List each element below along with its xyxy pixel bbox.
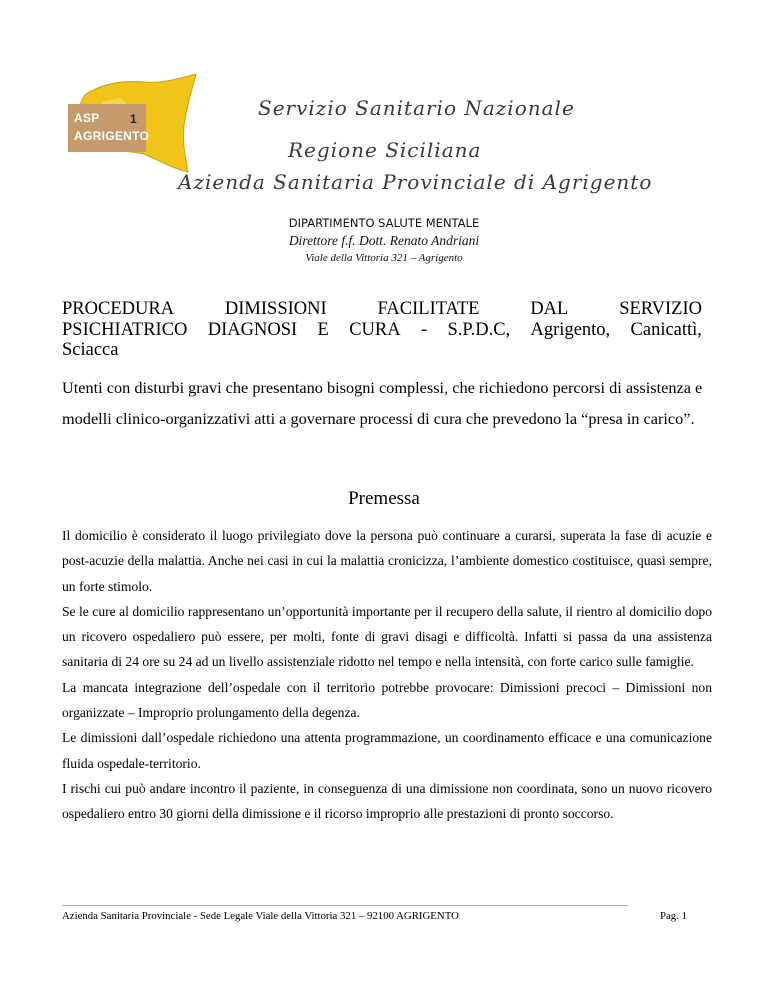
title-word: S.P.D.C, — [447, 319, 511, 340]
paragraph: I rischi cui può andare incontro il paziente, in conseguenza di una dimissione non coordinata, sono un nuovo ricovero ospedaliero entro 30 giorni della dimissione e il ricorso improprio alle prestazioni di pronto soccorso. — [62, 780, 712, 822]
logo-district-number: 1 — [130, 112, 137, 126]
title-word: Agrigento, — [530, 319, 611, 340]
footer-divider — [62, 905, 628, 906]
title-word: PROCEDURA — [62, 299, 175, 319]
director-line: Direttore f.f. Dott. Renato Andriani — [288, 233, 480, 248]
title-word: - — [420, 319, 428, 340]
paragraph: Il domicilio è considerato il luogo privilegiato dove la persona può continuare a curarsi, superata la fase di acuzie e post-acuzie della malattia. Anche nei casi in cui la malattia cronicizza, l’ambiente domestico costituisce, quasi sempre, un forte stimolo. — [62, 528, 712, 594]
title-word: Canicattì, — [630, 319, 702, 340]
document-subtitle: Utenti con disturbi gravi che presentano bisogni complessi, che richiedono percorsi di assistenza e modelli clinico-organizzativi atti a governare processi di cura che prevedono la “presa in carico”. — [62, 378, 703, 428]
paragraph: La mancata integrazione dell’ospedale con il territorio potrebbe provocare: Dimissioni precoci – Dimissioni non organizzate – Improprio prolungamento della degenza. — [62, 679, 712, 721]
logo-text-agrigento: AGRIGENTO — [74, 129, 150, 143]
title-line-3: Sciacca — [62, 340, 119, 360]
heading-regione: Regione Siciliana — [288, 138, 482, 162]
department-name: DIPARTIMENTO SALUTE MENTALE — [288, 216, 480, 230]
paragraph: Se le cure al domicilio rappresentano un’opportunità importante per il recupero della salute, il rientro al domicilio dopo un ricovero ospedaliero può essere, per molti, fonte di gravi disagi e difficoltà. Infatti si passa da una assistenza sanitaria di 24 ore su 24 ad un livello assistenziale ridotto nel tempo e nella intensità, con forte carico sulle famiglie. — [62, 603, 712, 670]
footer-legal-address: Azienda Sanitaria Provinciale - Sede Legale Viale della Vittoria 321 – 92100 AGRIGENTO — [62, 910, 459, 922]
title-word: FACILITATE — [377, 299, 480, 319]
paragraph: Le dimissioni dall’ospedale richiedono una attenta programmazione, un coordinamento efficace e una comunicazione fluida ospedale-territorio. — [62, 730, 712, 771]
asp-agrigento-logo — [62, 68, 202, 180]
heading-servizio-sanitario: Servizio Sanitario Nazionale — [258, 96, 575, 120]
title-word: PSICHIATRICO — [62, 319, 188, 340]
title-word: E — [317, 319, 329, 340]
title-line-2 — [62, 320, 702, 341]
title-word: DIAGNOSI — [207, 319, 298, 340]
title-word: SERVIZIO — [619, 299, 702, 319]
section-heading-premessa: Premessa — [348, 488, 420, 509]
title-word: DIMISSIONI — [224, 299, 327, 319]
document-title — [62, 299, 702, 361]
title-word: CURA — [349, 319, 401, 340]
logo-text-asp: ASP — [74, 111, 100, 125]
premessa-body — [62, 523, 712, 827]
title-line-1 — [62, 299, 702, 320]
page-number: Pag. 1 — [660, 910, 687, 922]
letterhead-address: Viale della Vittoria 321 – Agrigento — [305, 252, 463, 264]
heading-azienda: Azienda Sanitaria Provinciale di Agrigento — [178, 170, 653, 194]
title-word: DAL — [530, 299, 569, 319]
